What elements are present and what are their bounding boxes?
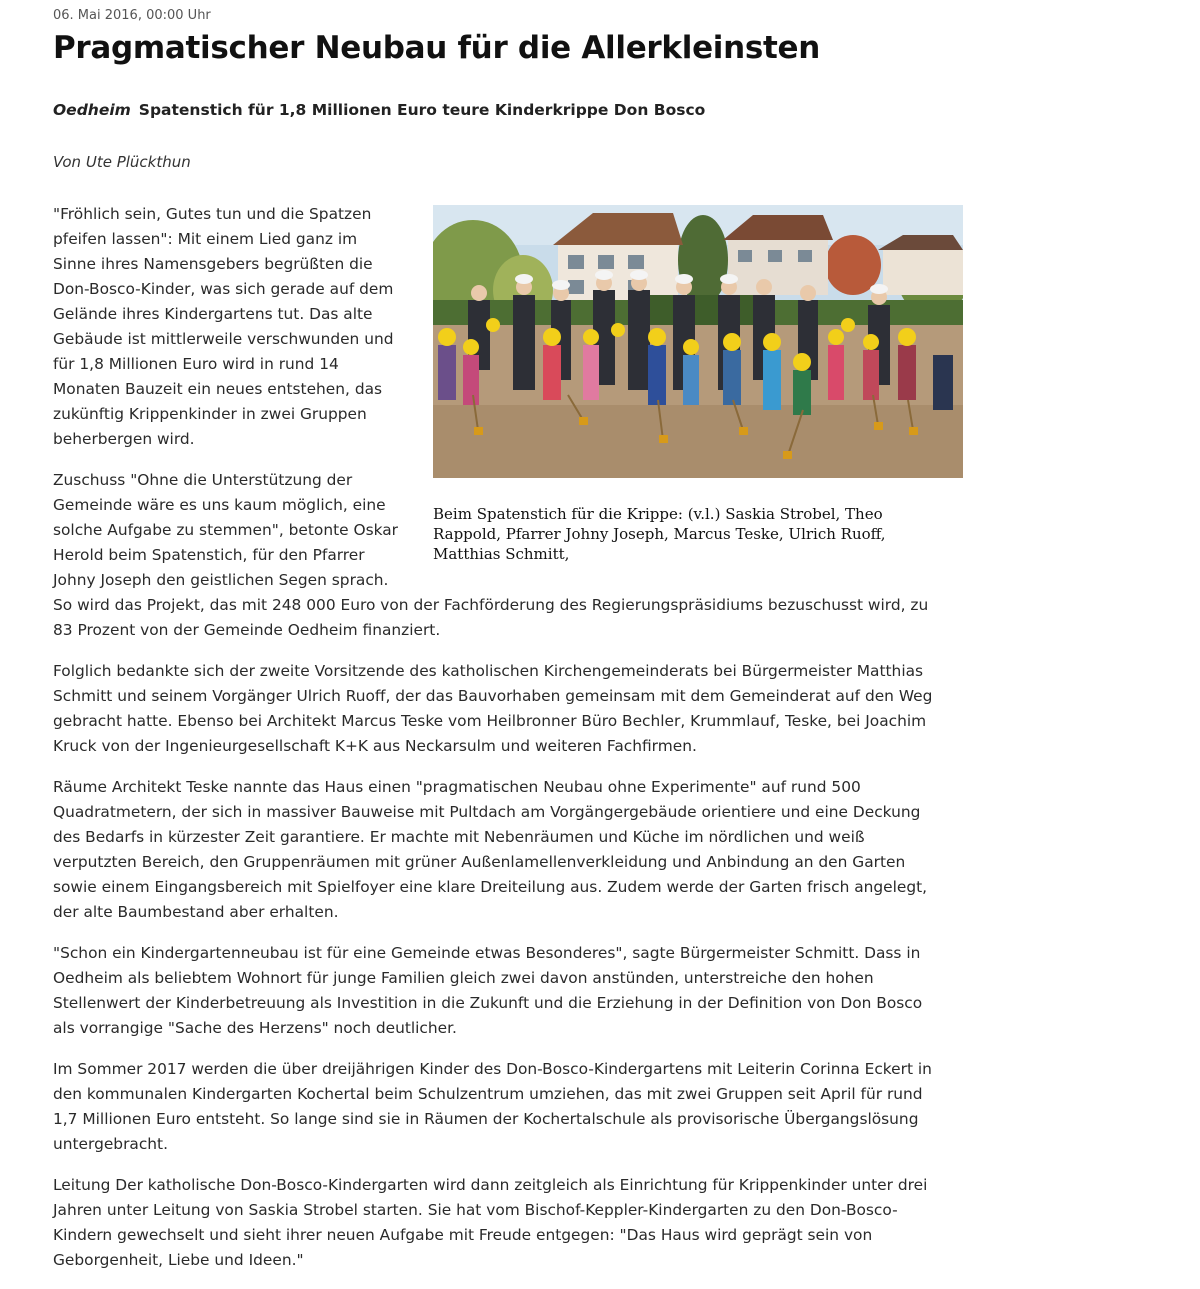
paragraph-1: "Fröhlich sein, Gutes tun und die Spatzen pfeifen lassen": Mit einem Lied ganz im Sinne ihres Namensgebers begrüßten die Don-Bosco-Kinder, was sich gerade auf dem Gelände ihres Kindergartens tut. Das alte Gebäude ist mittlerweile verschwunden und für 1,8 Millionen Euro wird in rund 14 Monaten Bauzeit ein neues entstehen, das zukünftig Krippenkinder in zwei Gruppen beherbergen wird. xyxy=(53,205,394,448)
article-subtitle xyxy=(53,101,705,119)
article-date: 06. Mai 2016, 00:00 Uhr xyxy=(53,8,211,23)
paragraph-5: "Schon ein Kindergartenneubau ist für eine Gemeinde etwas Besonderes", sagte Bürgermeister Schmitt. Dass in Oedheim als beliebtem Wohnort für junge Familien gleich zwei davon anstünden, unterstreiche den hohen Stellenwert der Kinderbetreuung als Investition in die Zukunft und die Erziehung in der Definition von Don Bosco als vorrangige "Sache des Herzens" noch deutlicher. xyxy=(53,944,923,1037)
paragraph-2: Zuschuss "Ohne die Unterstützung der Gemeinde wäre es uns kaum möglich, eine solche Aufgabe zu stemmen", betonte Oskar Herold beim Spatenstich, für den Pfarrer Johny Joseph den geistlichen Segen sprach. So wird das Projekt, das mit 248 000 Euro von der Fachförderung des Regierungspräsidiums bezuschusst wird, zu 83 Prozent von der Gemeinde Oedheim finanziert. xyxy=(53,471,929,639)
article-figure xyxy=(413,205,963,583)
article-title: Pragmatischer Neubau für die Allerkleinsten xyxy=(53,30,821,66)
groundbreaking-photo[interactable] xyxy=(433,205,963,478)
article-author: Von Ute Plückthun xyxy=(53,153,191,171)
subtitle-place: Oedheim xyxy=(53,101,131,119)
article-body xyxy=(53,202,943,1289)
photo-caption: Beim Spatenstich für die Krippe: (v.l.) Saskia Strobel, Theo Rappold, Pfarrer Johny Joseph, Marcus Teske, Ulrich Ruoff, Matthias Schmitt, xyxy=(433,505,886,563)
paragraph-6: Im Sommer 2017 werden die über dreijährigen Kinder des Don-Bosco-Kindergartens mit Leiterin Corinna Eckert in den kommunalen Kindergarten Kochertal beim Schulzentrum umziehen, das mit zwei Gruppen seit April für rund 1,7 Millionen Euro entsteht. So lange sind sie in Räumen der Kochertalschule als provisorische Übergangslösung untergebracht. xyxy=(53,1060,932,1153)
subtitle-text: Spatenstich für 1,8 Millionen Euro teure Kinderkrippe Don Bosco xyxy=(138,101,706,119)
paragraph-4: Räume Architekt Teske nannte das Haus einen "pragmatischen Neubau ohne Experimente" auf rund 500 Quadratmetern, der sich in massiver Bauweise mit Pultdach am Vorgängergebäude orientiere und eine Deckung des Bedarfs in kürzester Zeit garantiere. Er machte mit Nebenräumen und Küche im nördlichen und weiß verputzten Bereich, den Gruppenräumen mit grüner Außenlamellenverkleidung und Anbindung an den Garten sowie einem Eingangsbereich mit Spielfoyer eine klare Dreiteilung aus. Zudem werde der Garten frisch angelegt, der alte Baumbestand aber erhalten. xyxy=(53,778,928,921)
paragraph-3: Folglich bedankte sich der zweite Vorsitzende des katholischen Kirchengemeinderats bei Bürgermeister Matthias Schmitt und seinem Vorgänger Ulrich Ruoff, der das Bauvorhaben gemeinsam mit dem Gemeinderat auf den Weg gebracht hatte. Ebenso bei Architekt Marcus Teske vom Heilbronner Büro Bechler, Krummlauf, Teske, bei Joachim Kruck von der Ingenieurgesellschaft K+K aus Neckarsulm und weiteren Fachfirmen. xyxy=(53,662,933,755)
paragraph-7: Leitung Der katholische Don-Bosco-Kindergarten wird dann zeitgleich als Einrichtung für Krippenkinder unter drei Jahren unter Leitung von Saskia Strobel starten. Sie hat vom Bischof-Keppler-Kindergarten zu den Don-Bosco-Kindern gewechselt und sieht ihrer neuen Aufgabe mit Freude entgegen: "Das Haus wird geprägt sein von Geborgenheit, Liebe und Ideen." xyxy=(53,1176,928,1269)
